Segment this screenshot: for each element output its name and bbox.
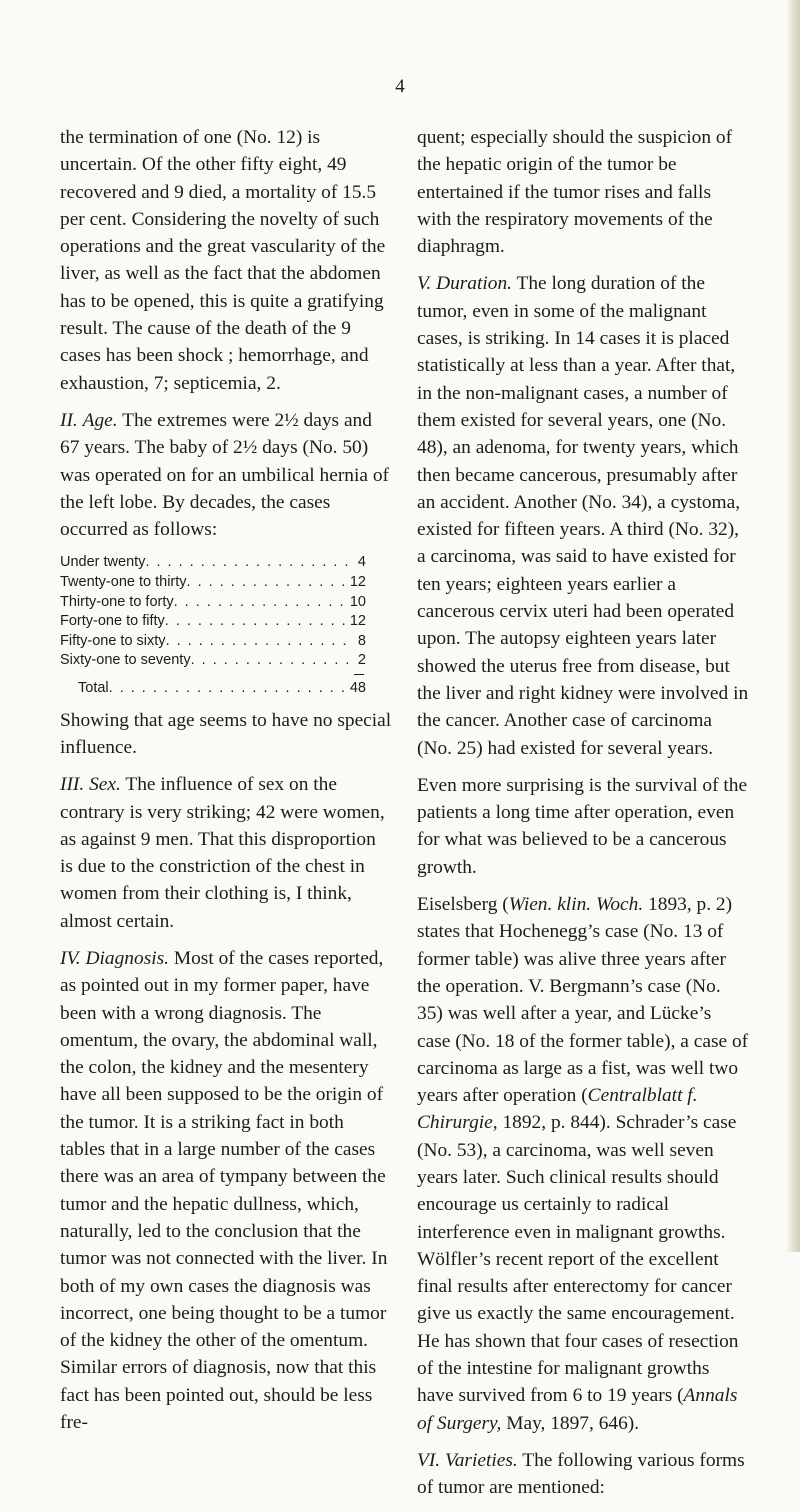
section-title-age: Age. [82, 409, 118, 431]
paragraph-eiselsberg [417, 891, 749, 1437]
section-numeral-sex: III. [60, 774, 85, 796]
page-edge-shadow [786, 0, 800, 1252]
row-value: 12 [349, 574, 366, 591]
row-label: Twenty-one to thirty [60, 574, 187, 591]
table-row [60, 573, 366, 593]
section-numeral-duration: V. [417, 273, 432, 295]
table-total-row [78, 679, 366, 699]
paragraph-sex [60, 771, 392, 935]
section-numeral-age: II. [60, 409, 78, 431]
paragraph-varieties [417, 1447, 749, 1502]
leader-dots [166, 632, 348, 652]
table-row [60, 593, 366, 613]
table-row [60, 553, 366, 573]
text-fragment: Eiselsberg ( [417, 894, 509, 916]
left-column [60, 124, 392, 1446]
section-text-varieties: The following various forms of tumor are mentioned: [417, 1449, 745, 1499]
row-label: Thirty-one to forty [60, 593, 174, 610]
total-rule [60, 671, 366, 679]
table-row [60, 612, 366, 632]
leader-dots [145, 553, 348, 573]
section-text-diagnosis: Most of the cases reported, as pointed out in my former paper, have been with a wrong diagnosis. The omentum, the ovary, the abdominal wall, the colon, the kidney and the mesentery have all been supposed to be the origin of the tumor. It is a striking fact in both tables that in a large number of the cases there was an area of tympany between the tumor and the hepatic dullness, which, naturally, led to the conclusion that the tumor was not connected with the liver. In both of my own cases the diagnosis was incorrect, one being thought to be a tumor of the kidney the other of the omentum. Similar errors of diagnosis, now that this fact has been pointed out, should be less fre- [60, 947, 388, 1434]
total-value: 48 [349, 680, 366, 697]
section-text-sex: The influence of sex on the contrary is very striking; 42 were women, as against 9 men. That this disproportion is due to the constriction of the chest in women from their clothing is, I think, almost certain. [60, 774, 385, 932]
leader-dots [191, 651, 348, 671]
section-text-duration: The long duration of the tumor, even in some of the malignant cases, is striking. In 14 cases it is placed statistically at less than a year. After that, in the non-malignant cases, a number of them existed for several years, one (No. 48), an adenoma, for twenty years, which then became cancerous, presumably after an accident. Another (No. 34), a cystoma, existed for fifteen years. A third (No. 32), a carcinoma, was said to have existed for ten years; eighteen years earlier a cancerous cervix uteri had been operated upon. The autopsy eighteen years later showed the uterus free from disease, but the liver and right kidney were involved in the cancer. Another case of carcinoma (No. 25) had existed for several years. [417, 273, 749, 759]
text-fragment: 1893, p. 2) states that Hochenegg’s case (No. 13 of former table) was alive three years after the operation. V. Bergmann’s case (No. 35) was well after a year, and Lücke’s case (No. 18 of the former table), a case of carcinoma as large as a fist, was well two years after operation ( [417, 894, 749, 1107]
paragraph-diagnosis [60, 945, 392, 1436]
table-row [60, 632, 366, 652]
row-label: Forty-one to fifty [60, 613, 165, 630]
paragraph-continued: quent; especially should the suspicion of the hepatic origin of the tumor be entertained if the tumor rises and falls with the respiratory movements of the diaphragm. [417, 127, 733, 258]
table-row [60, 651, 366, 671]
total-label: Total [78, 680, 109, 697]
paragraph-mortality: the termination of one (No. 12) is uncertain. Of the other fifty eight, 49 recovered and 9 died, a mortality of 15.5 per cent. Considering the novelty of such operations and the great vascularity of the liver, as well as the fact that the abdomen has to be opened, this is quite a gratifying result. The cause of the death of the 9 cases has been shock ; hemorrhage, and exhaustion, 7; septicemia, 2. [60, 127, 386, 394]
row-label: Fifty-one to sixty [60, 632, 166, 649]
text-fragment: 1892, p. 844). Schrader’s case (No. 53), a carcinoma, was well seven years later. Such clinical results should encourage us certainly to radical interference even in malignant growths. Wölfler’s recent report of the excellent final results after enterectomy for cancer give us exactly the same encouragement. He has shown that four cases of resection of the intestine for malignant growths have survived from 6 to 19 years ( [417, 1112, 739, 1407]
section-numeral-diagnosis: IV. [60, 947, 81, 969]
age-decades-table [60, 553, 392, 698]
leader-dots [187, 573, 348, 593]
page-number: 4 [395, 76, 405, 97]
paragraph-survival: Even more surprising is the survival of the patients a long time after operation, even for what was believed to be a cancerous growth. [417, 774, 748, 878]
paragraph-age-conclusion: Showing that age seems to have no special influence. [60, 709, 392, 758]
section-title-varieties: Varieties. [445, 1449, 518, 1471]
leader-dots [174, 593, 348, 613]
section-numeral-varieties: VI. [417, 1449, 441, 1471]
section-title-sex: Sex. [89, 774, 121, 796]
right-column [417, 124, 749, 1512]
paragraph-age [60, 407, 392, 543]
row-label: Sixty-one to seventy [60, 652, 191, 669]
leader-dots [109, 679, 348, 699]
leader-dots [165, 612, 348, 632]
row-label: Under twenty [60, 554, 146, 571]
citation-centralblatt: Centralblatt f. Chirurgie, [417, 1085, 698, 1134]
citation-annals-of-surgery: Annals of Surgery, [417, 1385, 738, 1434]
paragraph-duration [417, 270, 749, 761]
text-fragment: May, 1897, 646). [501, 1412, 640, 1434]
row-value: 12 [349, 613, 366, 630]
citation-wien-klin-woch: Wien. klin. Woch. [508, 894, 644, 916]
section-text-age: The extremes were 2½ days and 67 years. The baby of 2½ days (No. 50) was operated on for an umbilical hernia of the left lobe. By decades, the cases occurred as follows: [60, 409, 389, 541]
row-value: 10 [349, 593, 366, 610]
row-value: 4 [357, 554, 366, 571]
row-value: 8 [357, 632, 366, 649]
section-title-diagnosis: Diagnosis. [85, 947, 170, 969]
section-title-duration: Duration. [436, 273, 513, 295]
row-value: 2 [357, 652, 366, 669]
